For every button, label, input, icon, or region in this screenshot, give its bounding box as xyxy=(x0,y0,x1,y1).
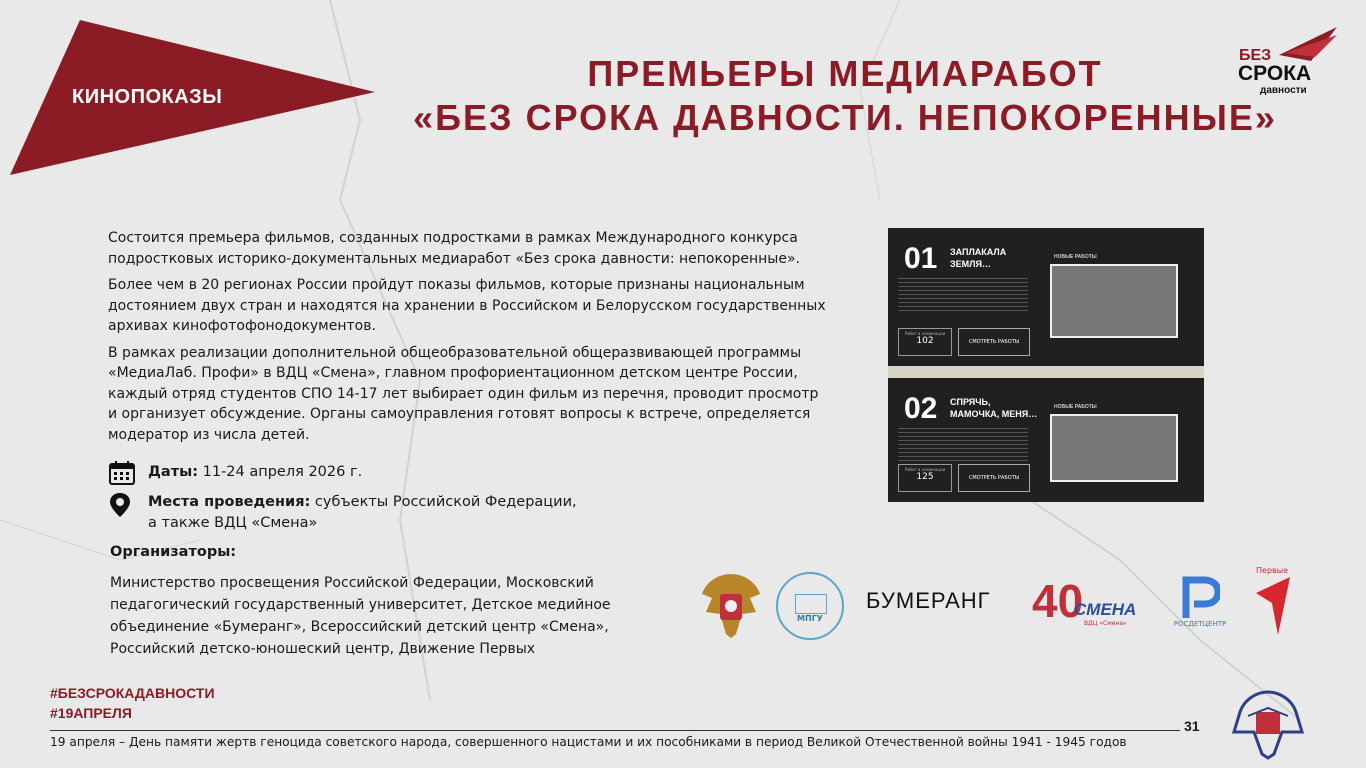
website-screenshot xyxy=(888,228,1204,502)
card-number: 01 xyxy=(904,242,938,275)
card-stat-label: Работ в номинации xyxy=(904,467,946,472)
hashtag-2: #19АПРЕЛЯ xyxy=(50,705,132,721)
title-line-1: ПРЕМЬЕРЫ МЕДИАРАБОТ xyxy=(587,53,1103,94)
card-title: СПРЯЧЬ, МАМОЧКА, МЕНЯ… xyxy=(950,397,1038,419)
rosdetcentr-logo xyxy=(1160,574,1240,628)
paragraph-1: Состоится премьера фильмов, созданных подростками в рамках Международного конкурса подростковых историко-документальных медиаработ «Без срока давности: непокоренные». xyxy=(108,230,800,267)
hashtag-1: #БЕЗСРОКАДАВНОСТИ xyxy=(50,685,215,701)
paragraph-2: Более чем в 20 регионах России пройдут показы фильмов, которые признаны национальным достоянием двух стран и находятся на хранении в Российском и Белорусском государственных архивах кинофотофонодокументов. xyxy=(108,277,826,334)
pervye-mark-icon xyxy=(1252,575,1292,637)
card-title: ЗАПЛАКАЛА ЗЕМЛЯ… xyxy=(950,247,1007,269)
logo-line-2: СРОКА xyxy=(1238,62,1312,85)
card-button: СМОТРЕТЬ РАБОТЫ xyxy=(958,464,1030,492)
smena-name: СМЕНА xyxy=(1074,600,1137,619)
card-photo xyxy=(1050,414,1178,482)
footer-divider xyxy=(50,730,1180,731)
bez-sroka-logo xyxy=(1219,25,1341,100)
card-divider xyxy=(888,366,1204,378)
paragraph-3: В рамках реализации дополнительной общеобразовательной общеразвивающей программы «МедиаЛаб. Профи» в ВДЦ «Смена», главном профориентационном детском центре России, каждый отряд студентов СПО 14-17 лет выбирает один фильм из перечня, проводит просмотр и организует обсуждение. Органы самоуправления готовят вопросы к встрече, определяется модератор из числа детей. xyxy=(108,344,819,443)
card-button: СМОТРЕТЬ РАБОТЫ xyxy=(958,328,1030,356)
footer-text: 19 апреля – День памяти жертв геноцида советского народа, совершенного нацистами и их пособниками в период Великой Отечественной войны 1941 - 1945 годов xyxy=(50,735,1127,749)
card-stat-value: 125 xyxy=(916,472,934,482)
card-text-lines xyxy=(898,428,1028,464)
smena-logo xyxy=(1032,574,1137,628)
logo-flag-icon xyxy=(1219,25,1341,65)
mpgu-name: МПГУ xyxy=(797,614,823,623)
smena-sub: ВДЦ «Смена» xyxy=(1084,620,1127,627)
page-title xyxy=(400,52,1290,140)
description xyxy=(108,228,828,451)
card-photo xyxy=(1050,264,1178,338)
dates-row xyxy=(108,460,362,486)
places-value: субъекты Российской Федерации, xyxy=(310,494,577,510)
places-value-2: а также ВДЦ «Смена» xyxy=(148,515,318,531)
logo-line-1: БЕЗ xyxy=(1239,47,1272,64)
pervye-name: Первые xyxy=(1256,566,1288,575)
screenshot-card-2 xyxy=(888,378,1204,502)
card-stat xyxy=(898,328,952,356)
card-text-lines xyxy=(898,278,1028,314)
smena-number: 40 xyxy=(1032,575,1084,627)
page-number: 31 xyxy=(1184,718,1200,734)
screenshot-card-1 xyxy=(888,228,1204,366)
ministry-emblem-icon xyxy=(1228,688,1308,760)
pervye-logo xyxy=(1250,566,1294,641)
logo-line-3: давности xyxy=(1260,85,1307,96)
card-stat-value: 102 xyxy=(916,336,934,346)
places-label: Места проведения: xyxy=(148,494,311,510)
rosdetcentr-name: РОСДЕТЦЕНТР xyxy=(1173,620,1227,628)
partner-logos xyxy=(690,560,1310,650)
card-subtitle: НОВЫЕ РАБОТЫ xyxy=(1054,254,1097,260)
organizers-heading: Организаторы: xyxy=(110,544,237,560)
organizers-text: Министерство просвещения Российской Федерации, Московский педагогический государственный университет, Детское медийное объединение «Бумеранг», Всероссийский детский центр «Смена», Российский детско-юношеский центр, Движение Первых xyxy=(110,575,611,657)
places-row xyxy=(108,492,577,534)
dates-value: 11-24 апреля 2026 г. xyxy=(198,464,363,480)
bumerang-logo: БУМЕРАНГ xyxy=(866,588,991,613)
card-subtitle: НОВЫЕ РАБОТЫ xyxy=(1054,404,1097,410)
calendar-icon xyxy=(108,460,138,486)
rosdetcentr-r-icon xyxy=(1180,574,1220,620)
section-label: КИНОПОКАЗЫ xyxy=(72,86,223,108)
card-stat-label: Работ в номинации xyxy=(904,331,946,336)
card-stat xyxy=(898,464,952,492)
coat-of-arms-icon xyxy=(696,568,766,640)
card-number: 02 xyxy=(904,392,938,425)
hashtags xyxy=(50,683,215,723)
location-pin-icon xyxy=(108,492,138,518)
mpgu-logo xyxy=(776,572,844,640)
dates-label: Даты: xyxy=(148,464,199,480)
title-line-2: «БЕЗ СРОКА ДАВНОСТИ. НЕПОКОРЕННЫЕ» xyxy=(413,97,1277,138)
